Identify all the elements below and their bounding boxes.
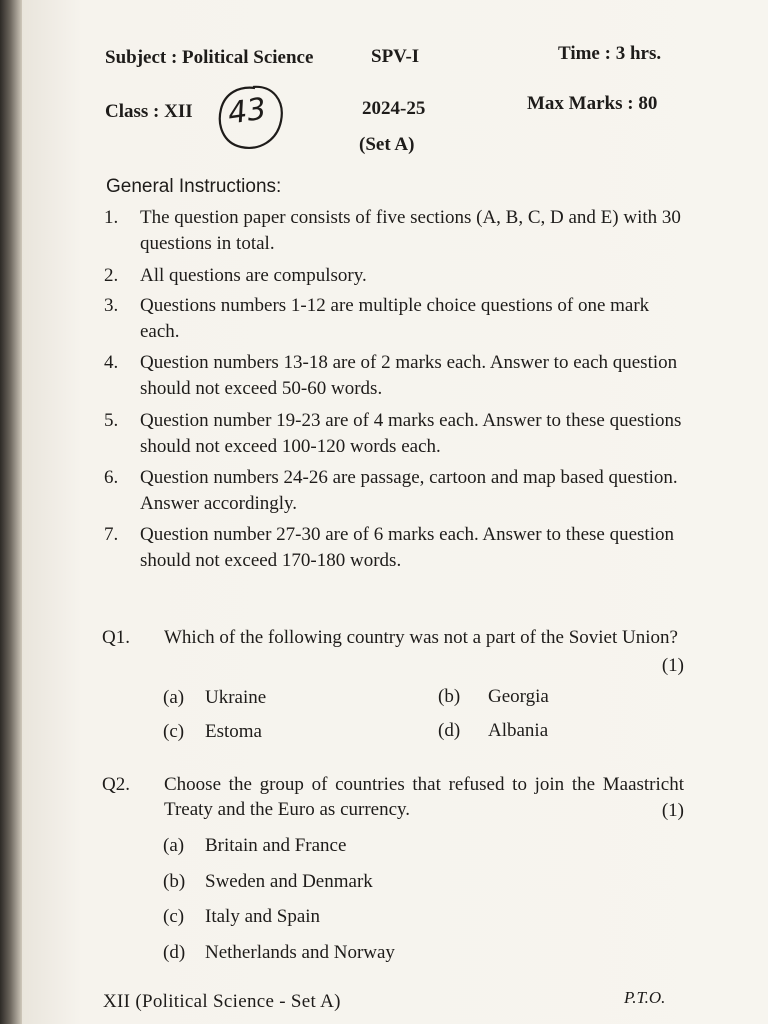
page-binding-edge [0,0,22,1024]
question-marks: (1) [661,655,684,676]
instruction-number: 4. [104,352,119,373]
instruction-text: Question number 19-23 are of 4 marks each. Answer to these questions should not exceed 100-120 words each. [140,410,682,457]
paper-code: SPV-I [371,46,420,67]
instruction-text: Question numbers 24-26 are passage, cartoon and map based question. Answer accordingly. [140,467,678,514]
instruction-text: The question paper consists of five sections (A, B, C, D and E) with 30 questions in total. [140,207,681,254]
option-label: (c) [163,721,185,742]
time-label: Time : 3 hrs. [558,43,662,64]
option-label: (d) [438,720,461,741]
instruction-text: Question numbers 13-18 are of 2 marks each. Answer to each question should not exceed 50-60 words. [140,352,678,399]
option-a [163,835,346,857]
instruction-number: 6. [104,467,119,488]
question-number: Q1. [102,627,130,648]
footer-paper-label: XII (Political Science - Set A) [103,991,341,1012]
option-b [163,871,373,893]
option-text: Estoma [205,721,262,742]
option-text: Sweden and Denmark [205,871,373,892]
option-label: (c) [163,906,185,927]
subject-label: Subject : Political Science [105,47,314,68]
question-1 [102,625,692,685]
option-label: (b) [438,686,461,707]
instruction-number: 7. [104,524,119,545]
option-text: Albania [488,720,549,741]
option-c [163,721,262,743]
instruction-text: Questions numbers 1-12 are multiple choice questions of one mark each. [140,295,650,342]
option-d [163,942,395,964]
session-label: 2024-25 [362,98,426,119]
instruction-number: 5. [104,410,119,431]
question-number: Q2. [102,774,130,795]
instruction-text: All questions are compulsory. [140,265,367,286]
option-label: (a) [163,835,185,856]
max-marks-label: Max Marks : 80 [527,93,658,114]
instruction-number: 3. [104,295,119,316]
instruction-text: Question number 27-30 are of 6 marks each. Answer to these question should not exceed 170-180 words. [140,524,674,571]
option-d [438,720,548,742]
option-label: (b) [163,871,186,892]
instruction-number: 1. [104,207,119,228]
option-b [438,686,549,708]
instructions-title: General Instructions: [106,176,282,197]
option-text: Italy and Spain [205,906,321,927]
option-label: (a) [163,687,185,708]
question-2 [102,772,692,832]
option-label: (d) [163,942,186,963]
handwritten-mark: 43 [225,91,269,132]
option-a [163,687,266,709]
question-marks: (1) [661,800,684,821]
option-text: Britain and France [205,835,347,856]
option-c [163,906,320,928]
option-text: Ukraine [205,687,267,708]
question-text: Choose the group of countries that refused to join the Maastricht Treaty and the Euro as currency. [164,774,684,820]
option-text: Georgia [488,686,549,707]
question-text: Which of the following country was not a part of the Soviet Union? [164,627,678,648]
option-text: Netherlands and Norway [205,942,395,963]
footer-pto: P.T.O. [624,988,666,1007]
set-label: (Set A) [359,134,415,155]
instruction-number: 2. [104,265,119,286]
class-label: Class : XII [105,101,193,122]
